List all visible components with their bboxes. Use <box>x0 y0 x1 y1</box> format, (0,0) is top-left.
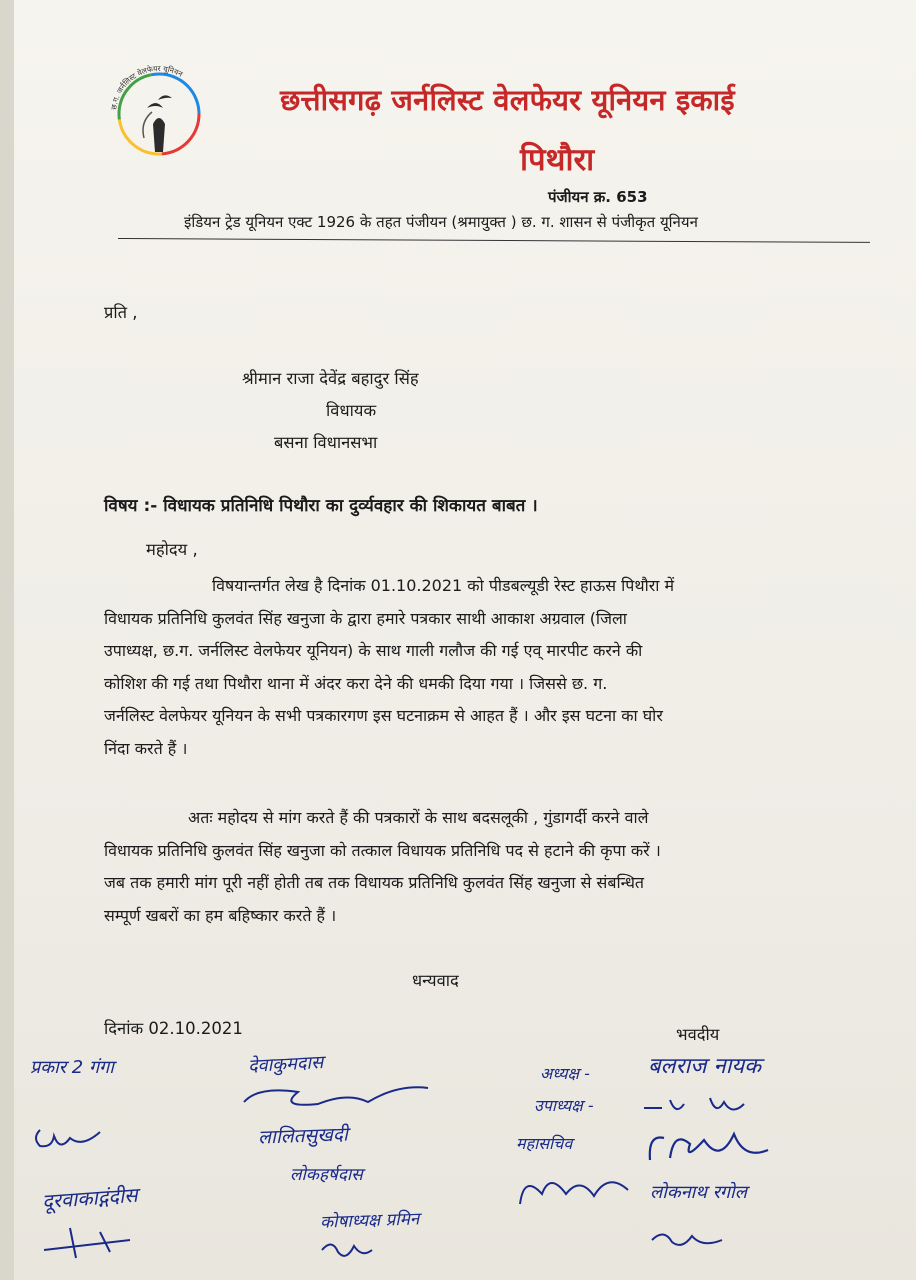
paragraph-line: निंदा करते हैं । <box>104 738 188 758</box>
signature-scribble-icon <box>30 1118 110 1158</box>
closing-yours: भवदीय <box>676 1025 720 1044</box>
signature-middle-2: लालितसुखदी <box>257 1123 349 1149</box>
signature-role-vice-president: उपाध्यक्ष - <box>534 1096 594 1115</box>
signature-left-2: दूरवाकाद्गंदीस <box>41 1182 139 1214</box>
paragraph-line: जब तक हमारी मांग पूरी नहीं होती तब तक विधायक प्रतिनिधि कुलवंत सिंह खनुजा से संबन्धित <box>104 873 645 892</box>
signature-scribble-icon <box>318 1236 378 1266</box>
signature-role-president: अध्यक्ष - <box>540 1064 590 1083</box>
signature-scribble-icon <box>514 1164 634 1214</box>
recipient-designation: विधायक <box>326 401 377 420</box>
signature-scribble-icon <box>648 1224 728 1254</box>
union-logo-icon <box>100 52 218 170</box>
paragraph-line: जर्नलिस्ट वेलफेयर यूनियन के सभी पत्रकारगण इस घटनाक्रम से आहत हैं । और इस घटना का घोर <box>104 706 663 725</box>
registration-statement: इंडियन ट्रेड यूनियन एक्ट 1926 के तहत पंजीयन (श्रमायुक्त ) छ. ग. शासन से पंजीकृत यूनियन <box>184 213 698 231</box>
signature-middle-1: देवाकुमदास <box>247 1052 324 1077</box>
registration-number: पंजीयन क्र. 653 <box>548 188 648 206</box>
paragraph-line: उपाध्यक्ष, छ.ग. जर्नलिस्ट वेलफेयर यूनियन) के साथ गाली गलौज की गई एव् मारपीट करने की <box>104 641 643 660</box>
signature-role-secretary: महासचिव <box>516 1134 573 1153</box>
salutation-to: प्रति , <box>104 303 138 322</box>
signature-scribble-icon <box>644 1124 774 1170</box>
signature-right-2: लोकनाथ रगोल <box>650 1182 747 1203</box>
organization-name: छत्तीसगढ़ जर्नलिस्ट वेलफेयर यूनियन इकाई <box>280 83 735 117</box>
unit-place: पिथौरा <box>520 142 595 178</box>
recipient-name: श्रीमान राजा देवेंद्र बहादुर सिंह <box>242 369 419 388</box>
thanks: धन्यवाद <box>412 971 459 990</box>
page-edge-shadow <box>0 0 14 1280</box>
paragraph-line: विधायक प्रतिनिधि कुलवंत सिंह खनुजा को तत्काल विधायक प्रतिनिधि पद से हटाने की कृपा करें । <box>104 840 661 860</box>
signature-right-1: बलराज नायक <box>648 1054 762 1079</box>
signature-middle-3: लोकहर्षदास <box>290 1165 363 1185</box>
header-divider <box>118 238 870 243</box>
signature-underline-icon <box>40 1222 150 1262</box>
signature-scribble-icon <box>640 1092 750 1122</box>
paragraph-line: विधायक प्रतिनिधि कुलवंत सिंह खनुजा के द्वारा हमारे पत्रकार साथी आकाश अग्रवाल (जिला <box>104 608 627 628</box>
paragraph-line: अतः महोदय से मांग करते हैं की पत्रकारों के साथ बदसलूकी , गुंडागर्दी करने वाले <box>188 808 649 827</box>
paragraph-complaint <box>104 570 864 765</box>
paragraph-line: विषयान्तर्गत लेख है दिनांक 01.10.2021 को पीडबल्यूडी रेस्ट हाऊस पिथौरा में <box>212 576 675 595</box>
greeting: महोदय , <box>146 540 198 559</box>
letter-subject: विषय :- विधायक प्रतिनिधि पिथौरा का दुर्व्यवहार की शिकायत बाबत । <box>104 496 538 516</box>
signature-middle-4: कोषाध्यक्ष प्रमिन <box>319 1209 420 1233</box>
signature-left-1: प्रकार 2 गंगा <box>30 1057 114 1078</box>
logo-arc-text: छ.ग. जर्नलिस्ट वेलफेयर यूनियन <box>109 63 185 111</box>
paragraph-demand <box>104 802 864 932</box>
recipient-constituency: बसना विधानसभा <box>274 433 378 452</box>
signature-scribble-icon <box>238 1078 438 1118</box>
letter-date: दिनांक 02.10.2021 <box>104 1019 243 1038</box>
paragraph-line: सम्पूर्ण खबरों का हम बहिष्कार करते हैं । <box>104 905 337 925</box>
paragraph-line: कोशिश की गई तथा पिथौरा थाना में अंदर करा देने की धमकी दिया गया । जिससे छ. ग. <box>104 673 608 693</box>
